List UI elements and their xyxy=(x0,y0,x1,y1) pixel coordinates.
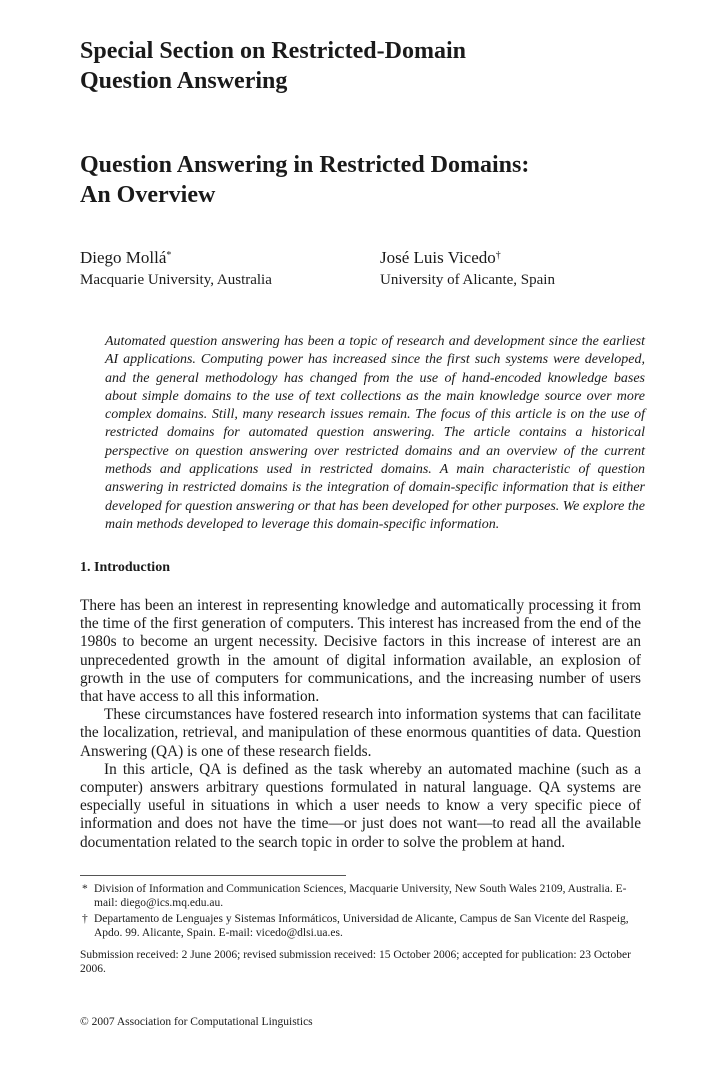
author-name: José Luis Vicedo xyxy=(380,248,496,267)
author-name-line xyxy=(80,248,272,268)
section-title xyxy=(80,36,680,96)
author-name: Diego Mollá xyxy=(80,248,167,267)
submission-dates: Submission received: 2 June 2006; revised submission received: 15 October 2006; accepted for publication: 23 October 2006. xyxy=(80,949,631,975)
body-text xyxy=(80,597,641,852)
copyright-notice: © 2007 Association for Computational Linguistics xyxy=(80,1016,313,1028)
author-block xyxy=(80,248,272,289)
paragraph: There has been an interest in representing knowledge and automatically processing it from the time of the first generation of computers. This interest has increased from the end of the 1980s to become an urgent necessity. Decisive factors in this increase of interest are an unprecedented growth in the amount of digital information available, an explosion of growth in the use of computers for communications, and the increasing number of users that have access to all this information. xyxy=(80,597,641,706)
footnotes xyxy=(80,882,640,942)
article-title-line: Question Answering in Restricted Domains: xyxy=(80,152,530,178)
author-name-line xyxy=(380,248,555,268)
section-title-line: Special Section on Restricted-Domain xyxy=(80,38,466,64)
author-affiliation: University of Alicante, Spain xyxy=(380,272,555,288)
abstract: Automated question answering has been a topic of research and development since the earliest AI applications. Computing power has increased since the first such systems were developed, and the general methodology has changed from the use of hand-encoded knowledge bases about simple domains to the use of text collections as the main knowledge source over more complex domains. Still, many research issues remain. The focus of this article is on the use of restricted domains for automated question answering. The article contains a historical perspective on question answering over restricted domains and an overview of the current methods and applications used in restricted domains. A main characteristic of question answering in restricted domains is the integration of domain-specific information that is either developed for question answering or that has been developed for other purposes. We explore the main methods developed to leverage this domain-specific information. xyxy=(105,334,645,532)
footnote xyxy=(80,882,640,910)
section-heading: 1. Introduction xyxy=(80,560,170,575)
author-block xyxy=(380,248,555,289)
author-mark: * xyxy=(166,250,172,261)
footnote-text: Departamento de Lenguajes y Sistemas Informáticos, Universidad de Alicante, Campus de San Vicente del Raspeig, Apdo. 99. Alicante, Spain. E-mail: vicedo@dlsi.ua.es. xyxy=(94,913,629,939)
author-mark: † xyxy=(495,250,501,261)
footnote xyxy=(80,912,640,940)
paragraph: In this article, QA is defined as the task whereby an automated machine (such as a computer) answers arbitrary questions formulated in natural language. QA systems are especially useful in situations in which a user needs to know a very specific piece of information and does not have the time—or just does not want—to read all the available documentation related to the search topic in order to solve the problem at hand. xyxy=(80,760,641,851)
paragraph: These circumstances have fostered research into information systems that can facilitate the localization, retrieval, and manipulation of these enormous quantities of data. Question Answering (QA) is one of these research fields. xyxy=(80,706,641,760)
article-title xyxy=(80,150,680,210)
article-title-line: An Overview xyxy=(80,182,216,208)
footnote-mark: † xyxy=(82,913,88,925)
footnote-divider xyxy=(80,875,346,876)
section-title-line: Question Answering xyxy=(80,68,288,94)
footnote-text: Division of Information and Communication Sciences, Macquarie University, New South Wales 2109, Australia. E-mail: diego@ics.mq.edu.au. xyxy=(94,883,627,909)
author-affiliation: Macquarie University, Australia xyxy=(80,272,272,288)
footnote-mark: * xyxy=(82,883,88,895)
